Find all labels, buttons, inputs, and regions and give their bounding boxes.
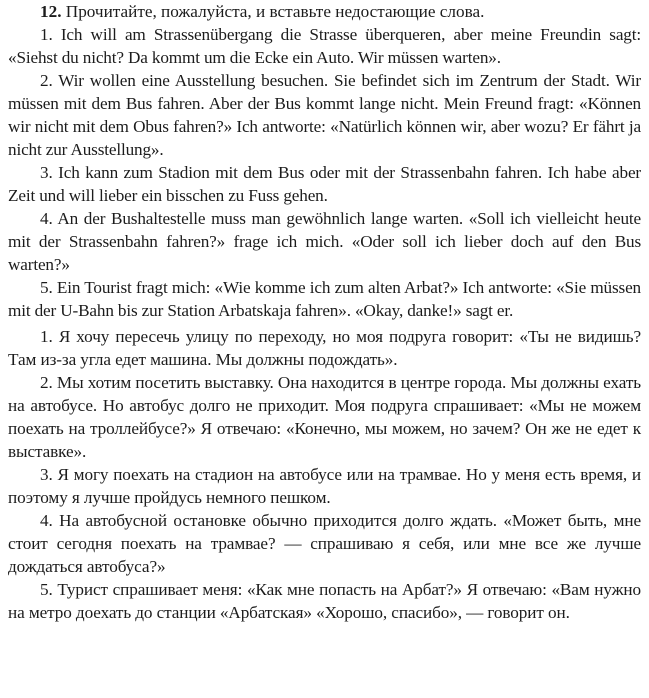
german-text-block xyxy=(8,23,641,322)
german-paragraph-4: 4. An der Bushaltestelle muss man gewöhnlich lange warten. «Soll ich vielleicht heute mit der Strassenbahn fahren?» frage ich mich. «Oder soll ich lieber doch auf den Bus warten?» xyxy=(8,209,641,274)
exercise-heading xyxy=(8,0,641,23)
russian-paragraph-4: 4. На автобусной остановке обычно приходится долго ждать. «Может быть, мне стоит сегодня поехать на трамвае? — спрашиваю я себя, или мне все же лучше дождаться автобуса?» xyxy=(8,511,641,576)
russian-paragraph-3: 3. Я могу поехать на стадион на автобусе или на трамвае. Но у меня есть время, и поэтому я лучше пройдусь немного пешком. xyxy=(8,465,641,507)
german-paragraph-1: 1. Ich will am Strassenübergang die Strasse überqueren, aber meine Freundin sagt: «Siehst du nicht? Da kommt um die Ecke ein Auto. Wir müssen warten». xyxy=(8,25,641,67)
german-paragraph-5: 5. Ein Tourist fragt mich: «Wie komme ich zum alten Arbat?» Ich antworte: «Sie müssen mit der U-Bahn bis zur Station Arbatskaja fahren». «Okay, danke!» sagt er. xyxy=(8,278,641,320)
german-paragraph-3: 3. Ich kann zum Stadion mit dem Bus oder mit der Strassenbahn fahren. Ich habe aber Zeit und will lieber ein bisschen zu Fuss gehen. xyxy=(8,163,641,205)
russian-paragraph-2: 2. Мы хотим посетить выставку. Она находится в центре города. Мы должны ехать на автобусе. Но автобус долго не приходит. Моя подруга спрашивает: «Мы не можем поехать на троллейбусе?» Я отвечаю: «Конечно, мы можем, но зачем? Он же не едет к выставке». xyxy=(8,373,641,461)
exercise-number: 12. xyxy=(40,2,62,21)
russian-paragraph-5: 5. Турист спрашивает меня: «Как мне попасть на Арбат?» Я отвечаю: «Вам нужно на метро доехать до станции «Арбатская» «Хорошо, спасибо», — говорит он. xyxy=(8,580,641,622)
exercise-instruction: Прочитайте, пожалуйста, и вставьте недостающие слова. xyxy=(65,2,485,21)
russian-paragraph-1: 1. Я хочу пересечь улицу по переходу, но моя подруга говорит: «Ты не видишь? Там из-за угла едет машина. Мы должны подождать». xyxy=(8,327,641,369)
russian-translation-block xyxy=(8,325,641,624)
german-paragraph-2: 2. Wir wollen eine Ausstellung besuchen. Sie befindet sich im Zentrum der Stadt. Wir müssen mit dem Bus fahren. Aber der Bus kommt lange nicht. Mein Freund fragt: «Können wir nicht mit dem Obus fahren?» Ich antworte: «Natürlich können wir, aber wozu? Er fährt ja nicht zur Ausstellung». xyxy=(8,71,641,159)
